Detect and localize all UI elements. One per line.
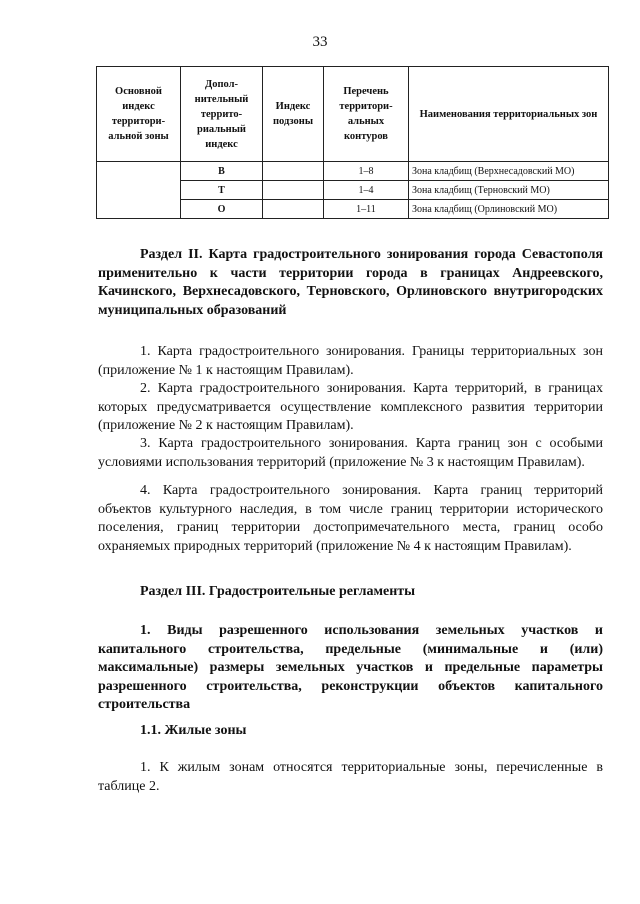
cell-zone-name: Зона кладбищ (Верхнесадовский МО): [409, 162, 609, 181]
page-number: 33: [312, 34, 328, 50]
header-extra-index: Допол-нительный террито-риальный индекс: [181, 67, 263, 162]
table-row: [97, 162, 609, 181]
section-3-subtitle: 1. Виды разрешенного использования земельных участков и капитального строительства, предельные (минимальные и (или) максимальные) размеры земельных участков и предельные параметры разрешенного строительства, реконструкции объектов капитального строительства: [98, 623, 603, 712]
cell-main-index: [97, 162, 181, 219]
cell-extra-index: О: [181, 200, 263, 219]
cell-contours: 1–4: [324, 181, 409, 200]
cell-zone-name: Зона кладбищ (Орлиновский МО): [409, 200, 609, 219]
cell-subzone-index: [263, 181, 324, 200]
cell-subzone-index: [263, 200, 324, 219]
section-3-residential-text: 1. К жилым зонам относятся территориальные зоны, перечисленные в таблице 2.: [98, 760, 603, 794]
header-contours: Перечень территори-альных контуров: [324, 67, 409, 162]
cell-extra-index: В: [181, 162, 263, 181]
header-zone-names: Наименования территориальных зон: [409, 67, 609, 162]
cell-subzone-index: [263, 162, 324, 181]
section-2-item-4: 4. Карта градостроительного зонирования. Карта границ территорий объектов культурного наследия, в том числе границ территории исторического поселения, границ территории достопримечательного места, границ особо охраняемых природных территорий (приложение № 4 к настоящим Правилам).: [98, 483, 603, 554]
section-3-title: Раздел III. Градостроительные регламенты: [140, 584, 416, 599]
header-subzone-index: Индекс подзоны: [263, 67, 324, 162]
cell-zone-name: Зона кладбищ (Терновский МО): [409, 181, 609, 200]
section-2-item-1: 1. Карта градостроительного зонирования. Границы территориальных зон (приложение № 1 к настоящим Правилам).: [98, 344, 603, 378]
cell-extra-index: Т: [181, 181, 263, 200]
section-3-residential-heading: 1.1. Жилые зоны: [140, 723, 247, 738]
section-2-item-3: 3. Карта градостроительного зонирования. Карта границ зон с особыми условиями использования территорий (приложение № 3 к настоящим Правилам).: [98, 436, 603, 470]
section-2-title: Раздел II. Карта градостроительного зонирования города Севастополя применительно к части территории города в границах Андреевского, Качинского, Верхнесадовского, Терновского, Орлиновского внутригородских муниципальных образований: [98, 247, 603, 318]
section-2-item-2: 2. Карта градостроительного зонирования. Карта территорий, в границах которых предусматривается осуществление комплексного развития территории (приложение № 2 к настоящим Правилам).: [98, 381, 603, 433]
zones-table: [96, 66, 609, 219]
cell-contours: 1–11: [324, 200, 409, 219]
header-main-index: Основной индекс территори-альной зоны: [97, 67, 181, 162]
cell-contours: 1–8: [324, 162, 409, 181]
table-header-row: [97, 67, 609, 162]
